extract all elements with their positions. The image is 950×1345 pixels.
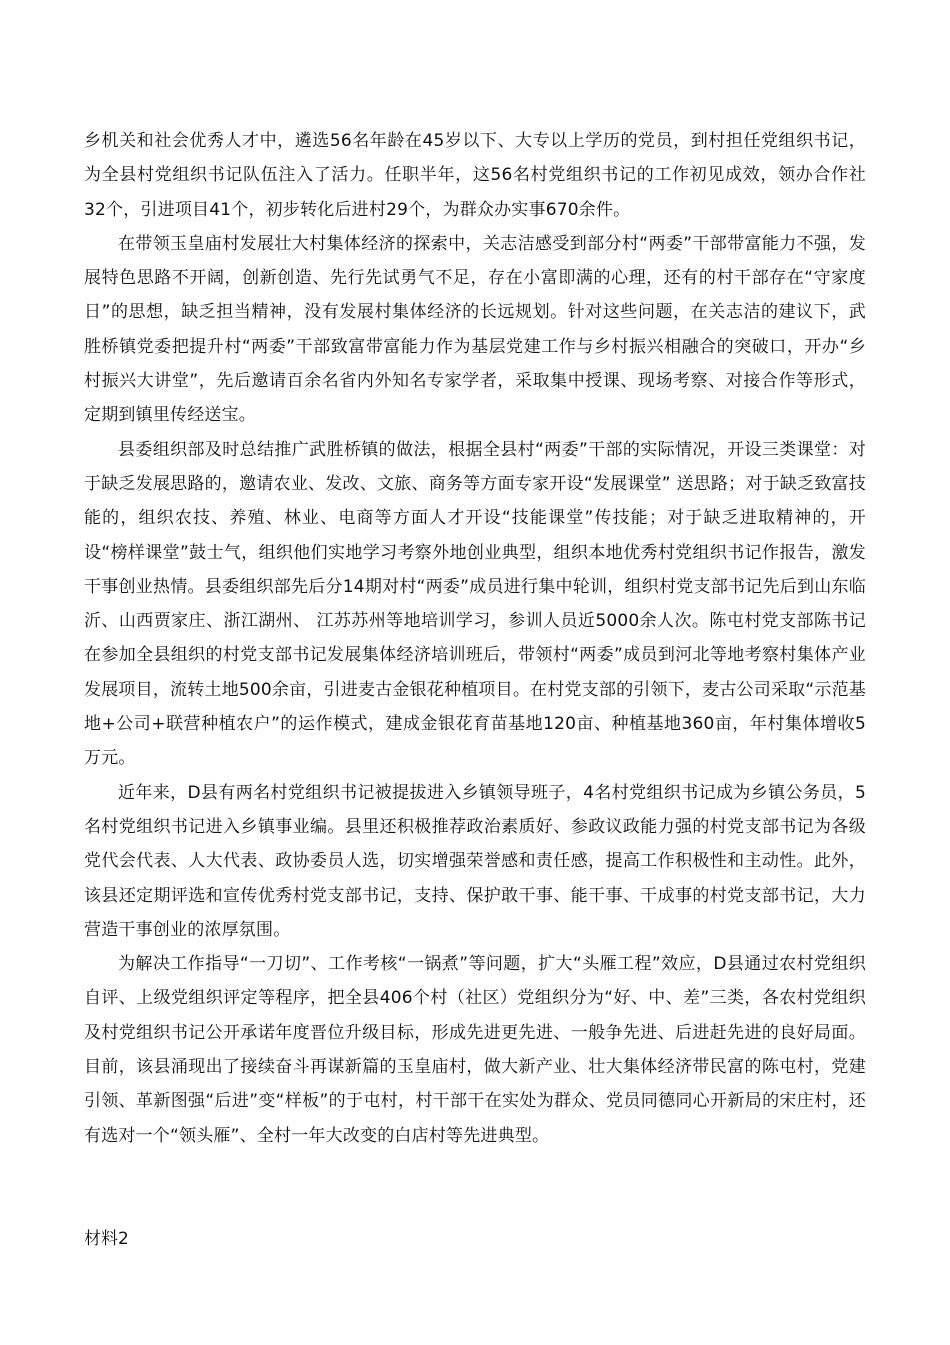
section-label: 材料2 [84, 1229, 129, 1249]
paragraph-4: 近年来，D县有两名村党组织书记被提拔进入乡镇领导班子，4名村党组织书记成为乡镇公务员，5名村党组织书记进入乡镇事业编。县里还积极推荐政治素质好、参政议政能力强的村党支部书记为各级党代会代表、人大代表、政协委员人选，切实增强荣誉感和责任感，提高工作积极性和主动性。此外，该县还定期评选和宣传优秀村党支部书记，支持、保护敢干事、能干事、干成事的村党支部书记，大力营造干事创业的浓厚氛围。 [84, 782, 866, 940]
paragraph-2: 在带领玉皇庙村发展壮大村集体经济的探索中，关志洁感受到部分村“两委”干部带富能力不强，发展特色思路不开阔，创新创造、先行先试勇气不足，存在小富即满的心理，还有的村干部存在“守家度日”的思想，缺乏担当精神，没有发展村集体经济的长远规划。针对这些问题，在关志洁的建议下，武胜桥镇党委把提升村“两委”干部致富带富能力作为基层党建工作与乡村振兴相融合的突破口，开办“乡村振兴大讲堂”，先后邀请百余名省内外知名专家学者，采取集中授课、现场考察、对接合作等形式，定期到镇里传经送宝。 [84, 233, 866, 426]
paragraph-3: 县委组织部及时总结推广武胜桥镇的做法，根据全县村“两委”干部的实际情况，开设三类课堂：对于缺乏发展思路的，邀请农业、发改、文旅、商务等方面专家开设“发展课堂” 送思路；对于缺乏致富技能的，组织农技、养殖、林业、电商等方面人才开设“技能课堂”传技能；对于缺乏进取精神的，开设“榜样课堂”鼓士气，组织他们实地学习考察外地创业典型，组织本地优秀村党组织书记作报告，激发干事创业热情。县委组织部先后分14期对村“两委”成员进行集中轮训，组织村党支部书记先后到山东临沂、山西贾家庄、浙江湖州、 江苏苏州等地培训学习，参训人员近5000余人次。陈屯村党支部陈书记在参加全县组织的村党支部书记发展集体经济培训班后，带领村“两委”成员到河北等地考察村集体产业发展项目，流转土地500余亩，引进麦古金银花种植项目。在村党支部的引领下，麦古公司采取“示范基地+公司+联营种植农户”的运作模式，建成金银花育苗基地120亩、种植基地360亩，年村集体增收5万元。 [84, 439, 866, 769]
paragraph-1: 乡机关和社会优秀人才中，遴选56名年龄在45岁以下、大专以上学历的党员，到村担任党组织书记，为全县村党组织书记队伍注入了活力。任职半年，这56名村党组织书记的工作初见成效，领办合作社32个，引进项目41个，初步转化后进村29个，为群众办实事670余件。 [84, 131, 866, 220]
document-body [84, 124, 866, 1153]
paragraph-5: 为解决工作指导“一刀切”、工作考核“一锅煮”等问题，扩大“头雁工程”效应，D县通过农村党组织自评、上级党组织评定等程序，把全县406个村（社区）党组织分为“好、中、差”三类，各农村党组织及村党组织书记公开承诺年度晋位升级目标，形成先进更先进、一般争先进、后进赶先进的良好局面。目前，该县涌现出了接续奋斗再谋新篇的玉皇庙村，做大新产业、壮大集体经济带民富的陈屯村，党建引领、革新图强“后进”变“样板”的于屯村，村干部干在实处为群众、党员同德同心开新局的宋庄村，还有选对一个“领头雁”、全村一年大改变的白店村等先进典型。 [84, 954, 866, 1146]
